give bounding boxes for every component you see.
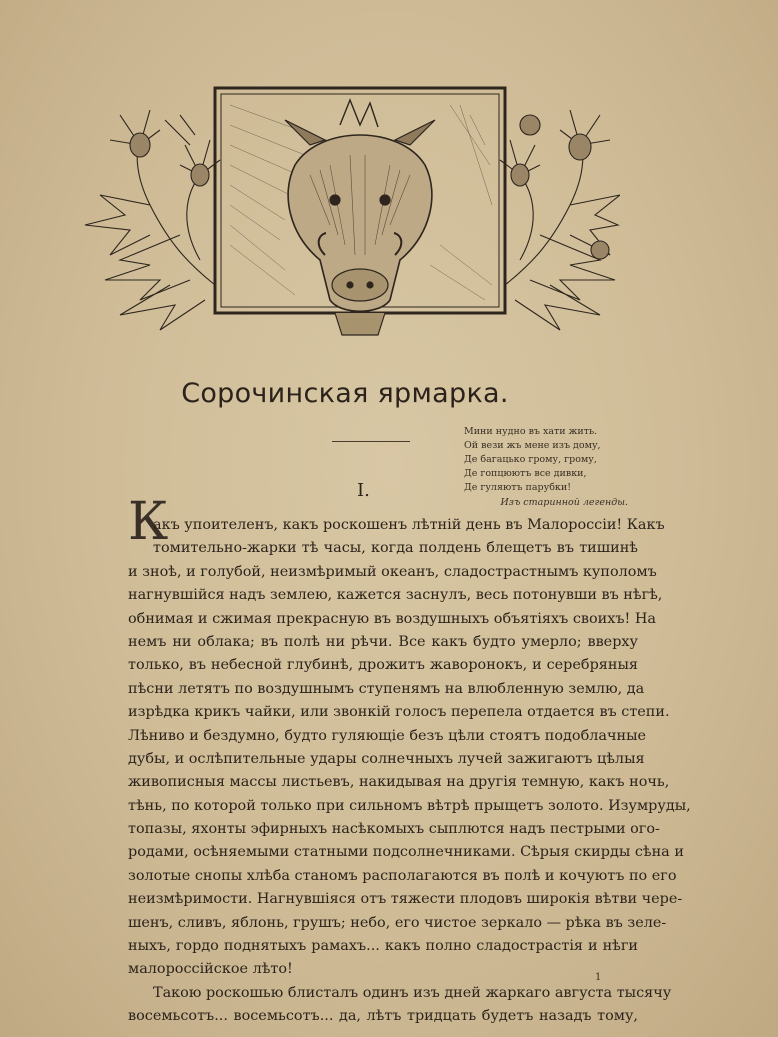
text-line: только, въ небесной глубинѣ, дрожитъ жаворонокъ, и серебряныя xyxy=(128,657,638,674)
text-line: живописныя массы листьевъ, накидывая на другія темную, какъ ночь, xyxy=(128,774,670,791)
text-line: шенъ, сливъ, яблонь, грушъ; небо, его чистое зеркало — рѣка въ зеле- xyxy=(128,914,667,931)
page-number: 1 xyxy=(595,972,602,983)
text-line: изрѣдка крикъ чайки, или звонкій голосъ перепела отдается въ степи. xyxy=(128,704,670,721)
epigraph-source: Изъ старинной легенды. xyxy=(500,497,628,508)
epigraph-line: Де гопцюютъ все дивки, xyxy=(464,468,587,479)
text-line: обнимая и сжимая прекрасную въ воздушныхъ объятіяхъ своихъ! На xyxy=(128,610,657,627)
text-line: томительно-жарки тѣ часы, когда полдень блещетъ въ тишинѣ xyxy=(153,540,638,557)
chapter-number: I. xyxy=(357,480,370,501)
epigraph-line: Ой вези жъ мене изъ дому, xyxy=(464,440,601,451)
body-text xyxy=(128,514,691,1029)
text-line: нагнувшійся надъ землею, кажется заснулъ, весь потонувши въ нѣгѣ, xyxy=(128,587,663,604)
epigraph-line: Де багацько грому, грому, xyxy=(464,454,597,465)
text-line: родами, осѣняемыми статными подсолнечниками. Сѣрыя скирды сѣна и xyxy=(128,844,684,861)
epigraph-line: Мини нудно въ хати жить. xyxy=(464,426,598,437)
text-line: золотые снопы хлѣба станомъ располагаются въ полѣ и кочуютъ по его xyxy=(128,867,677,884)
text-line: Лѣниво и бездумно, будто гуляющіе безъ цѣли стоятъ подоблачные xyxy=(128,727,647,744)
text-line: тѣнь, по которой только при сильномъ вѣтрѣ прыщетъ золото. Изумруды, xyxy=(128,797,691,814)
text-line: дубы, и ослѣпительные удары солнечныхъ лучей зажигаютъ цѣлыя xyxy=(128,750,645,767)
text-line: немъ ни облака; въ полѣ ни рѣчи. Все какъ будто умерло; вверху xyxy=(128,633,638,650)
drop-cap: К xyxy=(128,492,169,552)
epigraph xyxy=(464,425,634,510)
text-line: топазы, яхонты эфирныхъ насѣкомыхъ сыплются надъ пестрыми ого- xyxy=(128,821,660,838)
story-title: Сорочинская ярмарка. xyxy=(181,378,509,409)
epigraph-line: Де гуляютъ парубки! xyxy=(464,482,572,493)
title-divider xyxy=(332,441,410,442)
text-line: пѣсни летятъ по воздушнымъ ступенямъ на влюбленную землю, да xyxy=(128,680,645,697)
text-line: акъ упоителенъ, какъ роскошенъ лѣтній день въ Малороссіи! Какъ xyxy=(153,517,665,533)
text-line: малороссійское лѣто! xyxy=(128,961,293,978)
text-line: и знoѣ, и голубой, неизмѣримый океанъ, сладострастнымъ куполомъ xyxy=(128,563,657,580)
text-line: Такою роскошью блисталъ одинъ изъ дней жаркаго августа тысячу xyxy=(153,984,672,1001)
boar-engraving-image xyxy=(80,85,620,350)
text-line: восемьсотъ... восемьсотъ... да, лѣтъ тридцать будетъ назадъ тому, xyxy=(128,1008,638,1025)
text-line: неизмѣримости. Нагнувшіяся отъ тяжести плодовъ широкія вѣтви чере- xyxy=(128,891,683,908)
text-line: ныхъ, гордо поднятыхъ рамахъ... какъ полно сладострастія и нѣги xyxy=(128,938,638,955)
headpiece-illustration xyxy=(80,85,620,350)
